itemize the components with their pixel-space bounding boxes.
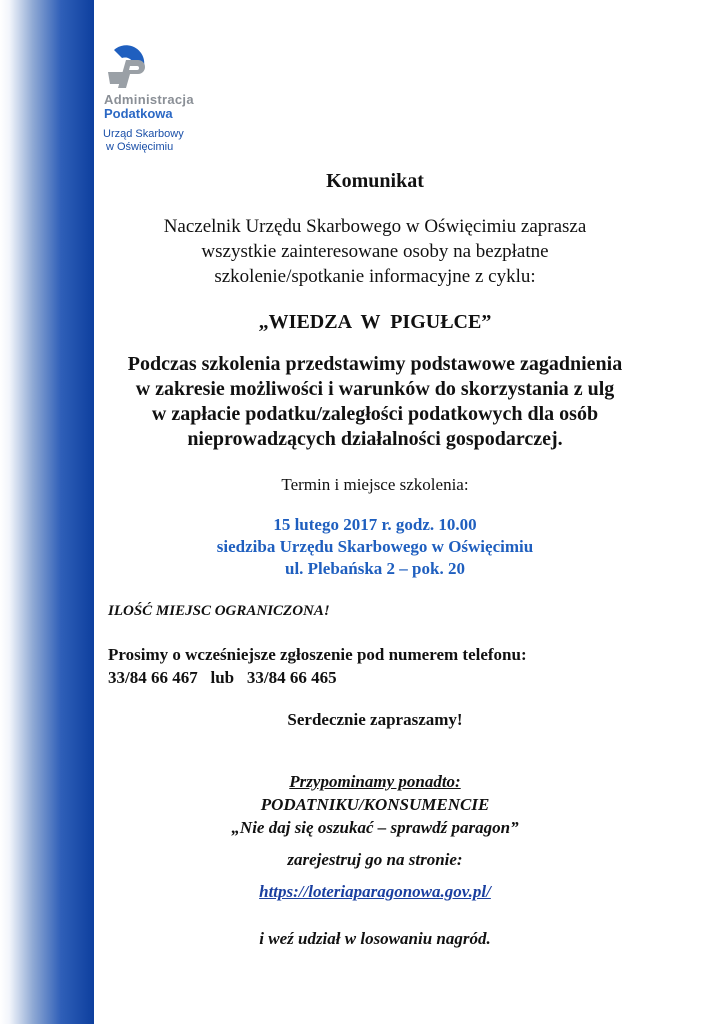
description-line: nieprowadzących działalności gospodarczej. <box>187 428 563 450</box>
cycle-name: „WIEDZA W PIGUŁCE” <box>258 311 492 333</box>
phone-request <box>108 643 527 689</box>
reminder-heading: Przypominamy ponadto: <box>289 772 461 791</box>
intro-paragraph <box>110 214 640 289</box>
invitation: Serdecznie zapraszamy! <box>287 710 463 729</box>
logo-wordmark <box>104 93 194 121</box>
reminder-line-2: „Nie daj się oszukać – sprawdź paragon” <box>231 818 519 837</box>
intro-line: wszystkie zainteresowane osoby na bezpłatne <box>201 241 549 262</box>
description-paragraph <box>110 352 640 452</box>
reminder-line-1: PODATNIKU/KONSUMENCIE <box>260 795 490 814</box>
office-name <box>103 128 184 154</box>
lottery-link[interactable]: https://loteriaparagonowa.gov.pl/ <box>259 882 491 901</box>
logo-line-1: Administracja <box>104 92 194 107</box>
notice-title: Komunikat <box>326 170 424 192</box>
prize-text: i weź udział w losowaniu nagród. <box>259 929 491 948</box>
intro-line: szkolenie/spotkanie informacyjne z cyklu: <box>214 266 536 287</box>
event-place: siedziba Urzędu Skarbowego w Oświęcimiu <box>216 537 534 556</box>
intro-line: Naczelnik Urzędu Skarbowego w Oświęcimiu zaprasza <box>163 216 587 237</box>
event-date: 15 lutego 2017 r. godz. 10.00 <box>273 515 477 534</box>
event-address: ul. Plebańska 2 – pok. 20 <box>285 559 465 578</box>
phone-request-text: Prosimy o wcześniejsze zgłoszenie pod numerem telefonu: <box>108 645 527 664</box>
left-decorative-band <box>0 0 94 1024</box>
register-text: zarejestruj go na stronie: <box>287 850 463 869</box>
description-line: w zapłacie podatku/zaległości podatkowych dla osób <box>151 403 599 425</box>
office-line-2: w Oświęcimiu <box>106 141 174 153</box>
description-line: w zakresie możliwości i warunków do skorzystania z ulg <box>135 378 615 400</box>
phone-numbers: 33/84 66 467 lub 33/84 66 465 <box>108 668 337 687</box>
tax-administration-logo-icon <box>104 44 150 90</box>
termin-label: Termin i miejsce szkolenia: <box>281 475 469 494</box>
reminder-block <box>110 770 640 839</box>
office-line-1: Urząd Skarbowy <box>103 128 184 140</box>
limited-seats-notice: ILOŚĆ MIEJSC OGRANICZONA! <box>108 603 330 619</box>
event-details <box>110 514 640 580</box>
description-line: Podczas szkolenia przedstawimy podstawowe zagadnienia <box>127 353 623 375</box>
logo-line-2: Podatkowa <box>104 106 173 121</box>
